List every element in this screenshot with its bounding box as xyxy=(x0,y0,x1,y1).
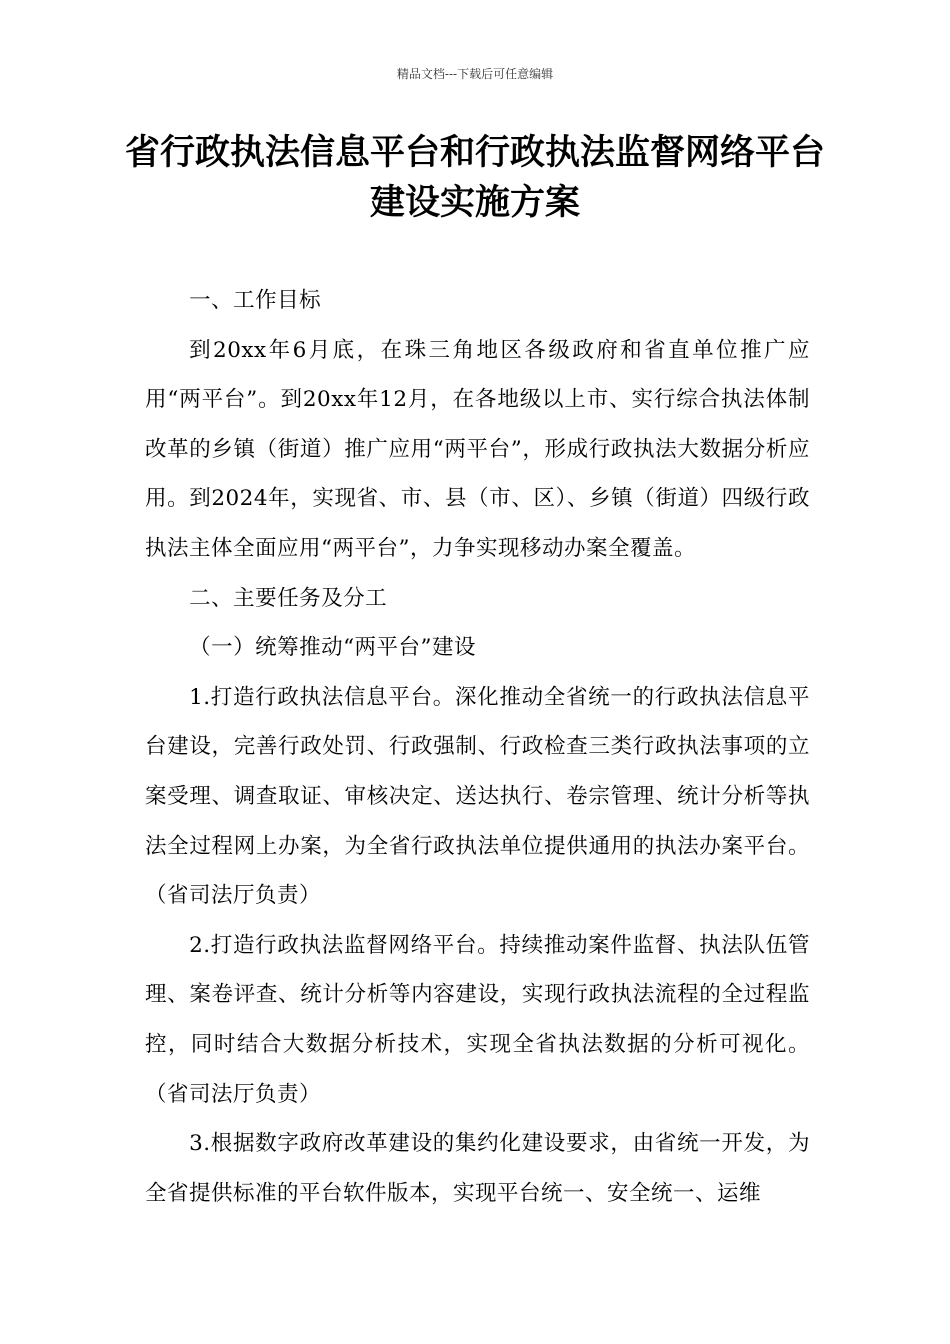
paragraph-task-3: 3.根据数字政府改革建设的集约化建设要求，由省统一开发，为全省提供标准的平台软件版本，实现平台统一、安全统一、运维 xyxy=(145,1131,810,1206)
section-heading-tasks: 二、主要任务及分工 xyxy=(189,585,388,611)
paragraph-goals: 到20xx年6月底，在珠三角地区各级政府和省直单位推广应用“两平台”。到20xx年12月，在各地级以上市、实行综合执法体制改革的乡镇（街道）推广应用“两平台”，形成行政执法大数据分析应用。到2024年，实现省、市、县（市、区）、乡镇（街道）四级行政执法主体全面应用“两平台”，力争实现移动办案全覆盖。 xyxy=(145,337,810,561)
subsection-heading-1: （一）统筹推动“两平台”建设 xyxy=(189,635,477,661)
section-heading-goals: 一、工作目标 xyxy=(189,288,322,313)
paragraph-task-1: 1.打造行政执法信息平台。深化推动全省统一的行政执法信息平台建设，完善行政处罚、行政强制、行政检查三类行政执法事项的立案受理、调查取证、审核决定、送达执行、卷宗管理、统计分析等执法全过程网上办案，为全省行政执法单位提供通用的执法办案平台。（省司法厅负责） xyxy=(145,684,810,909)
document-body xyxy=(145,276,810,1218)
header-note: 精品文档---下载后可任意编辑 xyxy=(396,67,554,81)
paragraph-task-2: 2.打造行政执法监督网络平台。持续推动案件监督、执法队伍管理、案卷评查、统计分析等内容建设，实现行政执法流程的全过程监控，同时结合大数据分析技术，实现全省执法数据的分析可视化。（省司法厅负责） xyxy=(145,932,810,1107)
document-title: 省行政执法信息平台和行政执法监督网络平台建设实施方案 xyxy=(124,133,825,223)
